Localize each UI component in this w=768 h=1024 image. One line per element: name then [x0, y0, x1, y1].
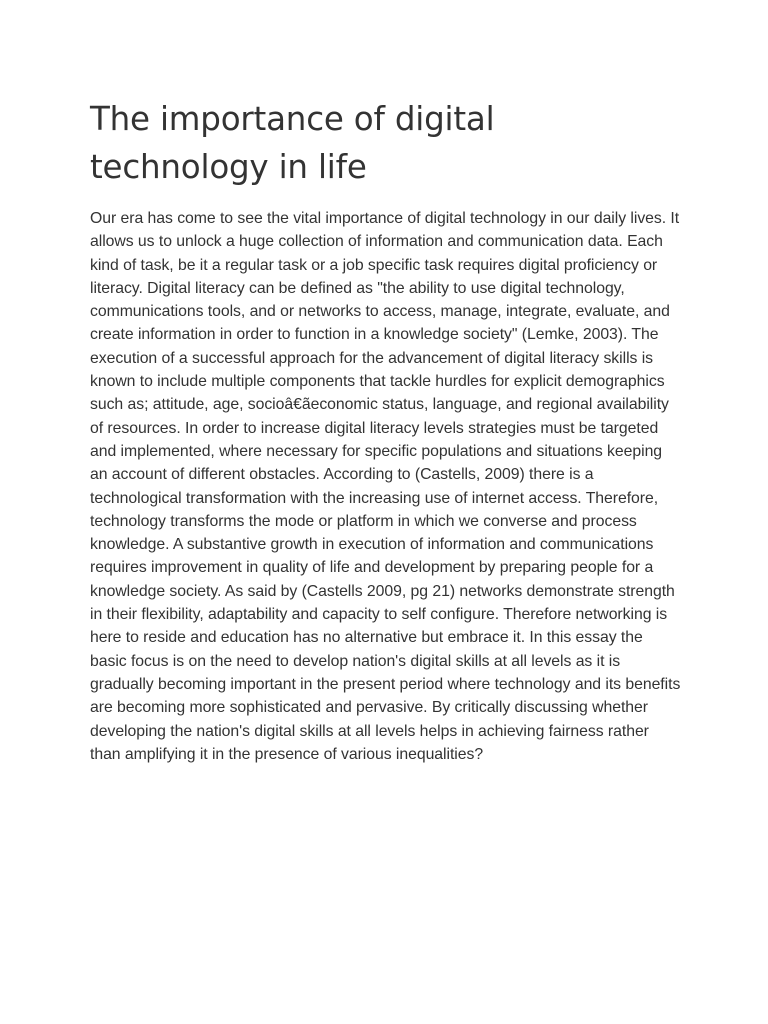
document-page — [90, 95, 682, 766]
document-title: The importance of digital technology in life — [90, 100, 495, 186]
document-body-paragraph: Our era has come to see the vital importance of digital technology in our daily lives. It allows us to unlock a huge collection of information and communication data. Each kind of task, be it a regular task or a job specific task requires digital proficiency or literacy. Digital literacy can be defined as "the ability to use digital technology, communications tools, and or networks to access, manage, integrate, evaluate, and create information in order to function in a knowledge society" (Lemke, 2003). The execution of a successful approach for the advancement of digital literacy skills is known to include multiple components that tackle hurdles for explicit demographics such as; attitude, age, socioâ€ãeconomic status, language, and regional availability of resources. In order to increase digital literacy levels strategies must be targeted and implemented, where necessary for specific populations and situations keeping an account of different obstacles. According to (Castells, 2009) there is a technological transformation with the increasing use of internet access. Therefore, technology transforms the mode or platform in which we converse and process knowledge. A substantive growth in execution of information and communications requires improvement in quality of life and development by preparing people for a knowledge society. As said by (Castells 2009, pg 21) networks demonstrate strength in their flexibility, adaptability and capacity to self configure. Therefore networking is here to reside and education has no alternative but embrace it. In this essay the basic focus is on the need to develop nation's digital skills at all levels as it is gradually becoming important in the present period where technology and its benefits are becoming more sophisticated and pervasive. By critically discussing whether developing the nation's digital skills at all levels helps in achieving fairness rather than amplifying it in the presence of various inequalities? — [90, 210, 681, 763]
